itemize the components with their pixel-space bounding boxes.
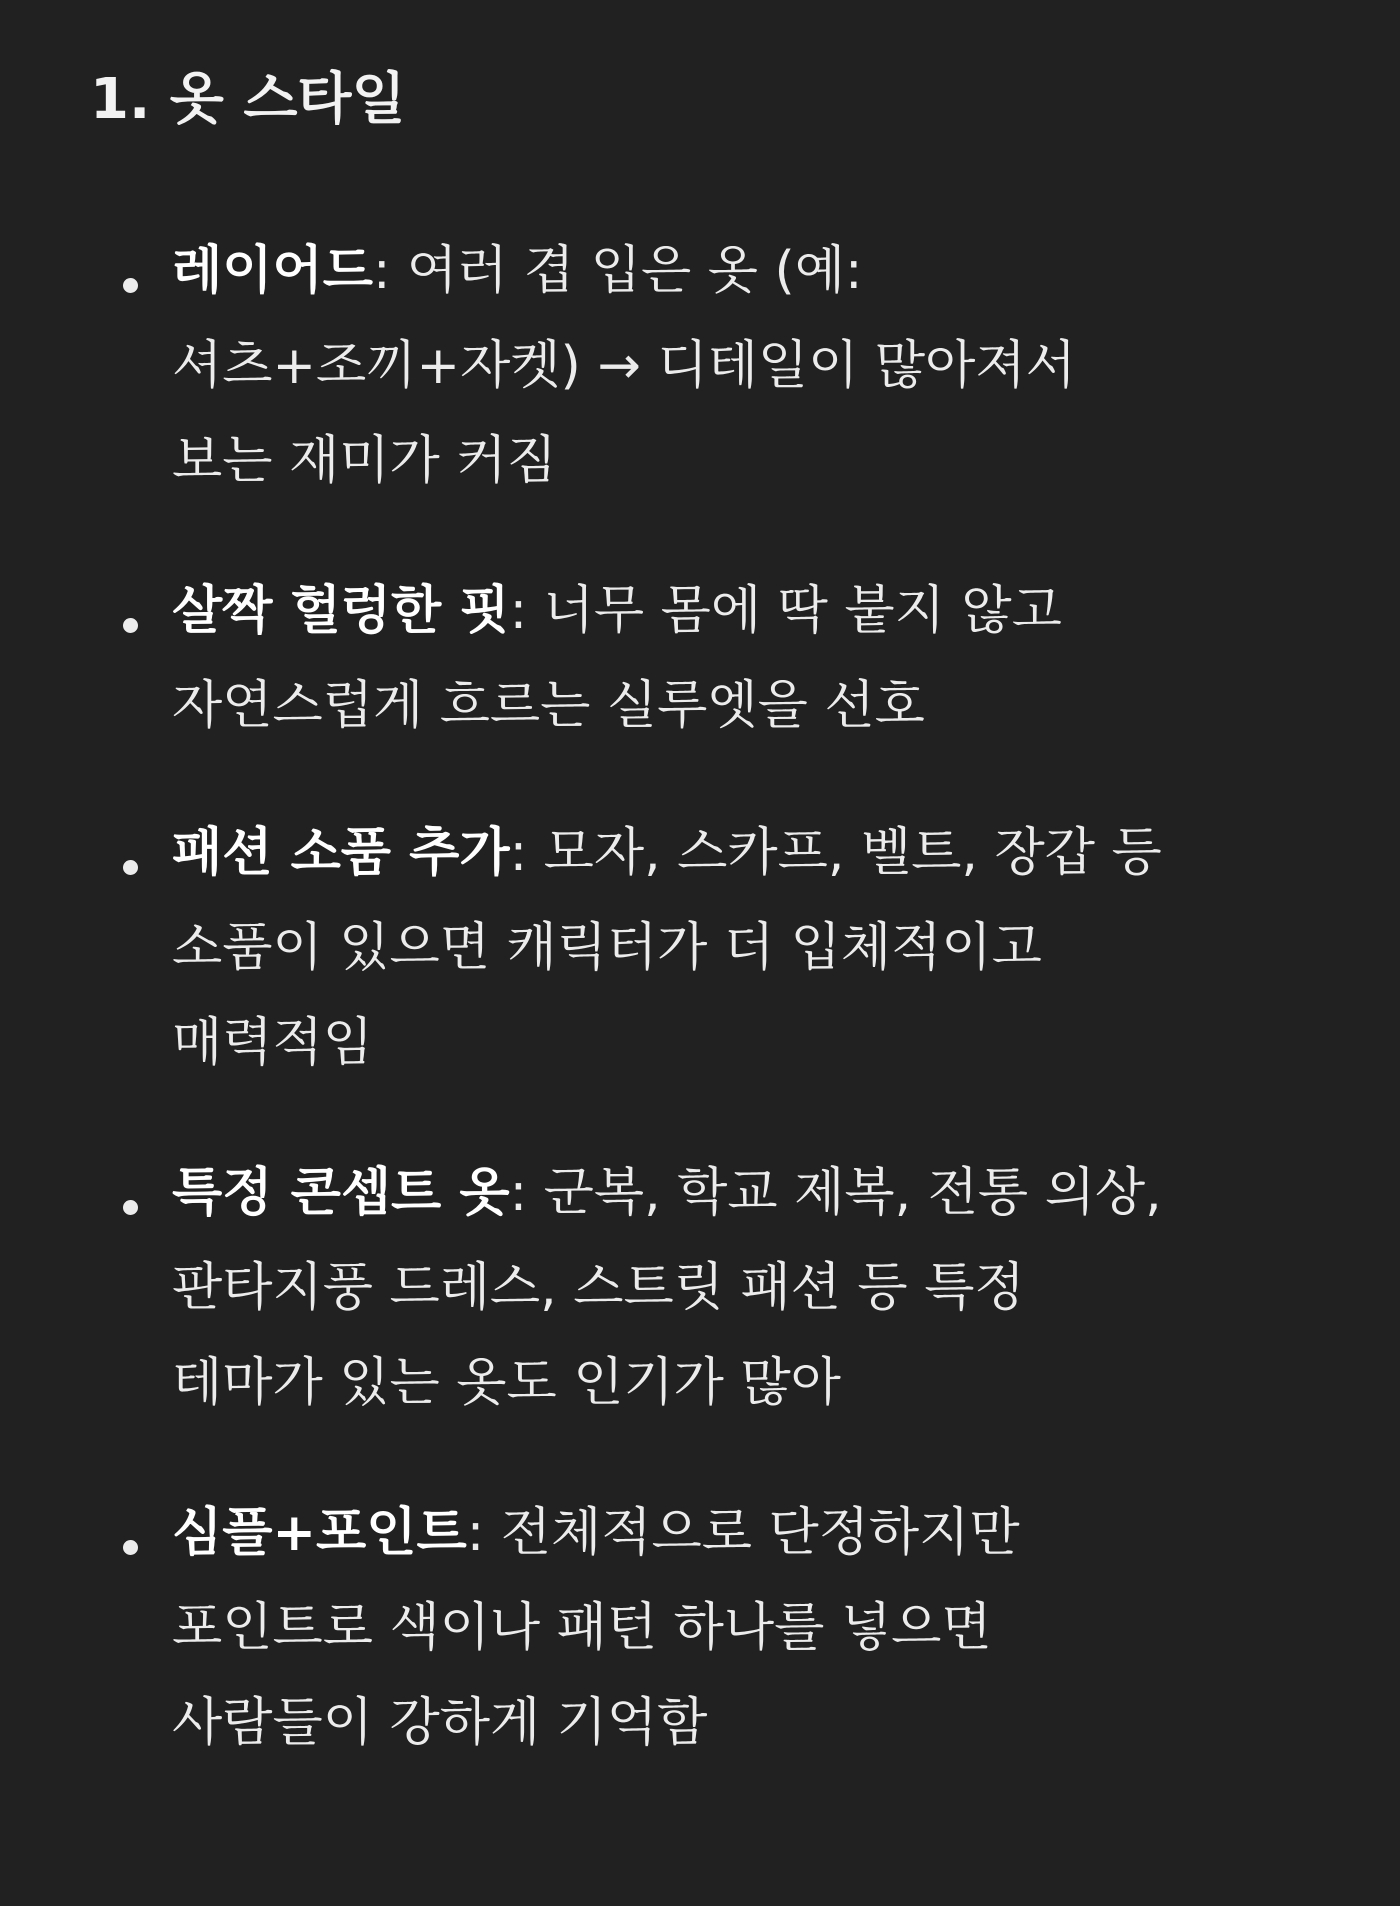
item-description: 포인트로 색이나 패턴 하나를 넣으면: [172, 1598, 992, 1658]
bullet-dot-icon: [123, 278, 138, 293]
text-line: [172, 806, 1352, 901]
list-item-text: [172, 1146, 1352, 1431]
text-line: [172, 224, 1352, 319]
item-description: 판타지풍 드레스, 스트릿 패션 등 특정: [172, 1258, 1025, 1318]
list-item-text: [172, 224, 1352, 509]
item-description: 보는 재미가 커짐: [172, 431, 557, 491]
item-description: : 모자, 스카프, 벨트, 장갑 등: [509, 823, 1162, 883]
section-heading: 1. 옷 스타일: [90, 67, 406, 132]
item-term: 패션 소품 추가: [172, 823, 510, 883]
item-description: : 전체적으로 단정하지만: [466, 1503, 1020, 1563]
bullet-dot-icon: [123, 618, 138, 633]
item-description: 소품이 있으면 캐릭터가 더 입체적이고: [172, 918, 1042, 978]
item-description: : 군복, 학교 제복, 전통 의상,: [509, 1163, 1162, 1223]
list-item-text: [172, 564, 1352, 754]
list-item-text: [172, 1486, 1352, 1771]
text-line: [172, 1486, 1352, 1581]
item-description: 사람들이 강하게 기억함: [172, 1693, 708, 1753]
item-term: 특정 콘셉트 옷: [172, 1163, 510, 1223]
item-description: : 너무 몸에 딱 붙지 않고: [509, 581, 1062, 641]
bullet-dot-icon: [123, 1540, 138, 1555]
bullet-dot-icon: [123, 860, 138, 875]
item-term: 살짝 헐렁한 핏: [172, 581, 510, 641]
item-description: 테마가 있는 옷도 인기가 많아: [172, 1353, 841, 1413]
text-line: [172, 564, 1352, 659]
item-description: 자연스럽게 흐르는 실루엣을 선호: [172, 676, 925, 736]
item-description: 매력적임: [172, 1013, 373, 1073]
item-description: : 여러 겹 입은 옷 (예:: [372, 241, 863, 301]
text-line: [172, 1146, 1352, 1241]
bullet-dot-icon: [123, 1200, 138, 1215]
item-term: 레이어드: [172, 241, 373, 301]
item-term: 심플+포인트: [172, 1503, 467, 1563]
item-description: 셔츠+조끼+자켓) → 디테일이 많아져서: [172, 336, 1076, 396]
list-item-text: [172, 806, 1352, 1091]
